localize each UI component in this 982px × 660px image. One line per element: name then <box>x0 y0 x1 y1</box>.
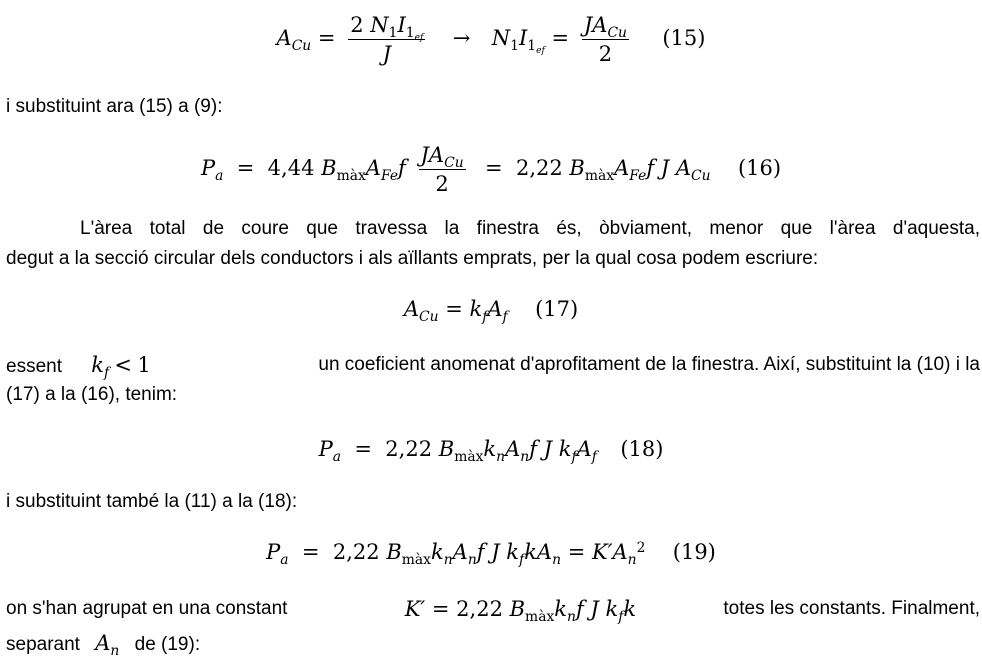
equation-number: (18) <box>620 437 664 461</box>
equation-number: (15) <box>662 26 706 50</box>
paragraph: essent $k_f < 1$ un coeficient anomenat d'aprofitament de la finestra. Així, substituint la (10) i la <box>6 353 980 381</box>
fraction: $\frac{2 N_1I_{1_{ef}}}{J}$ <box>350 13 424 66</box>
paragraph-line: degut a la secció circular dels conductors i als aïllants emprats, per la qual cosa podem escriure: <box>6 248 819 269</box>
equation-19: $P_a = 2,22$ $B_{màx}k_nA_nf$ J $k_fkA_n = K'A_n^2$ (19) <box>266 540 716 568</box>
equation-number: (17) <box>535 297 579 321</box>
paragraph-line: separant $A_n$ de (19): <box>6 631 201 659</box>
equation-18: $P_a = 2,22$ $B_{màx}k_nA_nf$ J $k_fA_f$ (18) <box>318 437 664 465</box>
equation-number: (16) <box>737 156 782 180</box>
equation-number: (19) <box>672 540 716 564</box>
paragraph: i substituint ara (15) a (9): <box>6 96 223 117</box>
equation-15: $A_{Cu}$ = $\frac{2 N_1I_{1_{ef}}}{J}$ → $N_1I_{1_{ef}}$ = $\frac{JA_{Cu}}{2}$ (15) <box>276 13 706 66</box>
equation-17: $A_{Cu} = k_fA_f$ (17) <box>403 297 579 325</box>
paragraph-line: (17) a la (16), tenim: <box>6 384 178 405</box>
fraction: $\frac{JA_{Cu}}{2}$ <box>420 143 464 196</box>
equation-16: $P_a = 4,44$ $B_{màx}A_{Fe}f$ $\frac{JA_{Cu}}{2}$ = 2,22 $B_{màx}A_{Fe}f$ J $A_{Cu}$ (16) <box>200 143 782 196</box>
paragraph: on s'han agrupat en una constant K′ = 2,22 $B_{màx}k_nf$ J $k_fk$ totes les constants. Finalment, <box>6 597 980 625</box>
paragraph: L'àrea total de coure que travessa la finestra és, òbviament, menor que l'àrea d'aquesta, <box>80 218 980 239</box>
fraction: $\frac{JA_{Cu}}{2}$ <box>583 13 627 66</box>
paragraph: i substituint també la (11) a la (18): <box>6 491 298 512</box>
